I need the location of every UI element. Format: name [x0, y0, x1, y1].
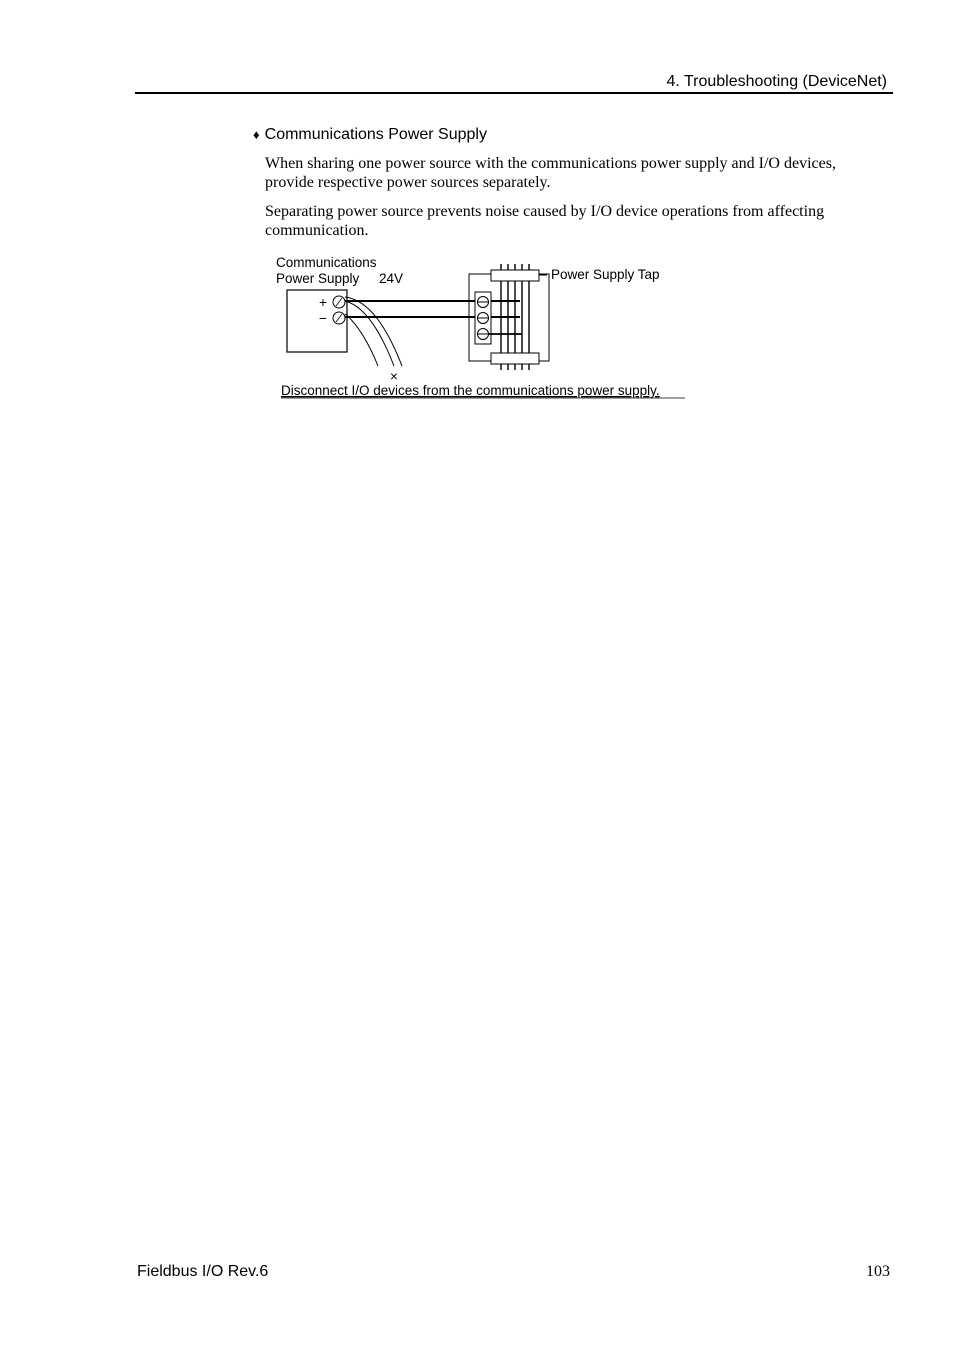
paragraph-2: Separating power source prevents noise caused by I/O device operations from affecting communication. — [265, 203, 825, 239]
supply-voltage: 24V — [379, 271, 404, 286]
page-number: 103 — [866, 1263, 890, 1280]
running-header: 4. Troubleshooting (DeviceNet) — [666, 73, 887, 90]
header-rule — [135, 92, 893, 94]
minus-symbol: − — [319, 311, 327, 326]
disconnect-mark-icon: × — [390, 369, 398, 384]
plus-symbol: + — [319, 295, 327, 310]
supply-label-line2: Power Supply — [276, 271, 360, 286]
tap-clamp-bottom — [491, 353, 539, 364]
section-title-text: Communications Power Supply — [264, 126, 487, 143]
tap-label: Power Supply Tap — [551, 267, 660, 282]
supply-label-line1: Communications — [276, 255, 377, 270]
tap-clamp-top — [491, 270, 539, 281]
io-cable-inner — [345, 314, 378, 366]
wiring-diagram — [270, 250, 710, 410]
diamond-bullet-icon: ♦ — [253, 127, 260, 142]
section-title — [253, 126, 487, 144]
diagram-caption: Disconnect I/O devices from the communications power supply. — [281, 383, 660, 398]
paragraph-1: When sharing one power source with the communications power supply and I/O devices, provide respective power sources separately. — [265, 155, 836, 191]
footer-doc-title: Fieldbus I/O Rev.6 — [137, 1263, 269, 1280]
